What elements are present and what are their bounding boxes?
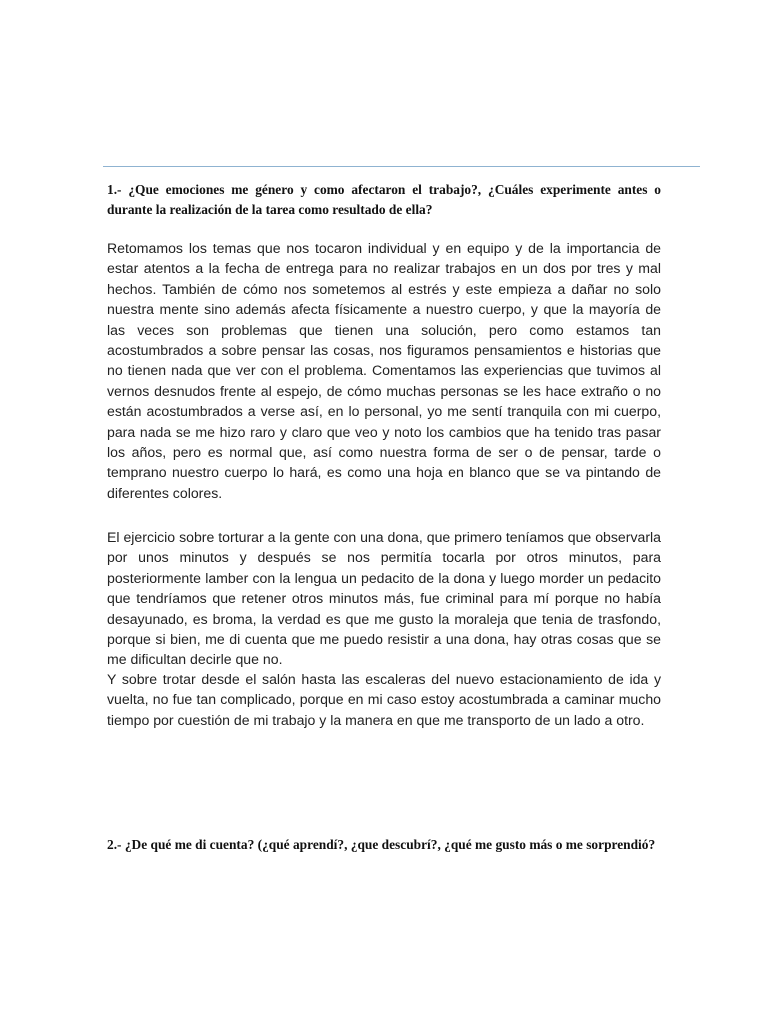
answer-paragraph-3: Y sobre trotar desde el salón hasta las escaleras del nuevo estacionamiento de ida y vuelta, no fue tan complicado, porque en mi caso estoy acostumbrada a caminar mucho tiempo por cuestión de mi trabajo y la manera en que me transporto de un lado a otro. bbox=[107, 671, 661, 728]
answer-paragraph-1: Retomamos los temas que nos tocaron individual y en equipo y de la importancia de estar atentos a la fecha de entrega para no realizar trabajos en un dos por tres y mal hechos. También de cómo nos sometemos al estrés y este empieza a dañar no solo nuestra mente sino además afecta físicamente a nuestro cuerpo, y que la mayoría de las veces son problemas que tienen una solución, pero como estamos tan acostumbrados a sobre pensar las cosas, nos figuramos pensamientos e historias que no tienen nada que ver con el problema. Comentamos las experiencias que tuvimos al vernos desnudos frente al espejo, de cómo muchas personas se les hace extraño o no están acostumbrados a verse así, en lo personal, yo me sentí tranquila con mi cuerpo, para nada se me hizo raro y claro que veo y noto los cambios que ha tenido tras pasar los años, pero es normal que, así como nuestra forma de ser o de pensar, tarde o temprano nuestro cuerpo lo hará, es como una hoja en blanco que se va pintando de diferentes colores. bbox=[107, 240, 661, 501]
question-1-heading: 1.- ¿Que emociones me género y como afectaron el trabajo?, ¿Cuáles experimente antes o durante la realización de la tarea como resultado de ella? bbox=[107, 182, 661, 217]
header-divider bbox=[103, 166, 700, 167]
question-2-heading: 2.- ¿De qué me di cuenta? (¿qué aprendí?, ¿que descubrí?, ¿qué me gusto más o me sorprendió? bbox=[107, 837, 656, 852]
answer-paragraph-2: El ejercicio sobre torturar a la gente con una dona, que primero teníamos que observarla por unos minutos y después se nos permitía tocarla por otros minutos, para posteriormente lamber con la lengua un pedacito de la dona y luego morder un pedacito que tendríamos que retener otros minutos más, fue criminal para mí porque no había desayunado, es broma, la verdad es que me gusto la moraleja que tenia de trasfondo, porque si bien, me di cuenta que me puedo resistir a una dona, hay otras cosas que se me dificultan decirle que no. bbox=[107, 529, 661, 668]
